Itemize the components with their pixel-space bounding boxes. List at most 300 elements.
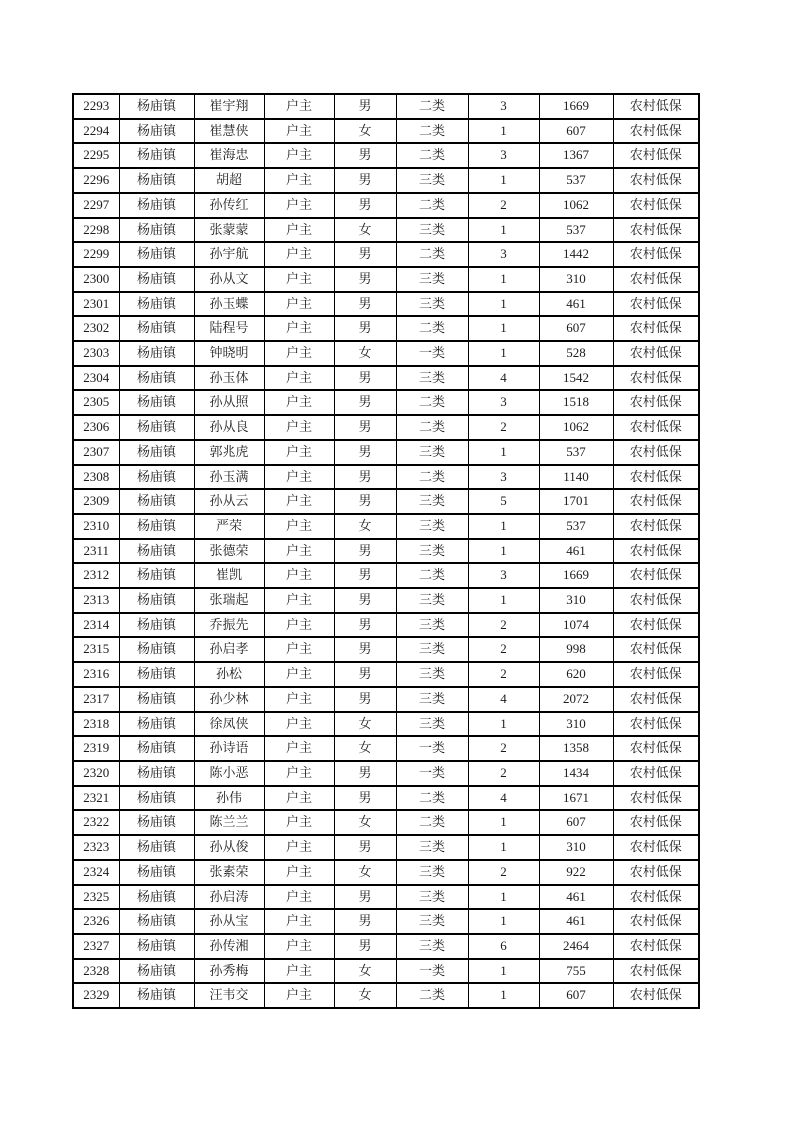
table-cell-amount: 1542 — [539, 366, 613, 391]
table-cell-benefit_type: 农村低保 — [613, 835, 699, 860]
table-cell-name: 陈小恶 — [194, 761, 264, 786]
table-cell-household_count: 1 — [468, 835, 539, 860]
table-cell-category: 三类 — [396, 218, 468, 243]
table-cell-category: 二类 — [396, 193, 468, 218]
table-cell-serial_number: 2329 — [73, 983, 119, 1008]
table-cell-category: 一类 — [396, 341, 468, 366]
table-cell-category: 二类 — [396, 983, 468, 1008]
table-cell-gender: 女 — [334, 860, 396, 885]
table-cell-serial_number: 2310 — [73, 514, 119, 539]
table-cell-household_count: 1 — [468, 588, 539, 613]
table-cell-relation_to_head: 户主 — [264, 119, 334, 144]
table-cell-relation_to_head: 户主 — [264, 94, 334, 119]
table-cell-category: 二类 — [396, 390, 468, 415]
table-cell-category: 二类 — [396, 786, 468, 811]
table-cell-category: 三类 — [396, 440, 468, 465]
table-cell-town: 杨庙镇 — [119, 588, 194, 613]
table-cell-town: 杨庙镇 — [119, 810, 194, 835]
table-cell-name: 钟晓明 — [194, 341, 264, 366]
table-cell-gender: 男 — [334, 563, 396, 588]
table-cell-gender: 男 — [334, 637, 396, 662]
table-cell-benefit_type: 农村低保 — [613, 489, 699, 514]
table-cell-amount: 461 — [539, 292, 613, 317]
table-cell-town: 杨庙镇 — [119, 193, 194, 218]
table-cell-relation_to_head: 户主 — [264, 143, 334, 168]
table-cell-gender: 男 — [334, 143, 396, 168]
table-cell-town: 杨庙镇 — [119, 366, 194, 391]
table-cell-category: 三类 — [396, 909, 468, 934]
table-cell-category: 三类 — [396, 539, 468, 564]
table-cell-name: 孙从文 — [194, 267, 264, 292]
table-cell-name: 孙宇航 — [194, 242, 264, 267]
table-cell-town: 杨庙镇 — [119, 316, 194, 341]
table-cell-relation_to_head: 户主 — [264, 761, 334, 786]
table-cell-gender: 女 — [334, 119, 396, 144]
table-cell-amount: 1367 — [539, 143, 613, 168]
table-cell-name: 张蒙蒙 — [194, 218, 264, 243]
table-cell-category: 二类 — [396, 119, 468, 144]
table-cell-name: 孙玉体 — [194, 366, 264, 391]
table-row — [73, 662, 699, 687]
table-cell-benefit_type: 农村低保 — [613, 736, 699, 761]
table-cell-gender: 男 — [334, 242, 396, 267]
table-cell-name: 乔振先 — [194, 613, 264, 638]
table-cell-benefit_type: 农村低保 — [613, 983, 699, 1008]
table-row — [73, 712, 699, 737]
table-cell-household_count: 2 — [468, 613, 539, 638]
table-cell-amount: 537 — [539, 440, 613, 465]
table-cell-serial_number: 2299 — [73, 242, 119, 267]
table-cell-category: 三类 — [396, 588, 468, 613]
table-cell-gender: 女 — [334, 712, 396, 737]
table-cell-gender: 男 — [334, 909, 396, 934]
table-cell-household_count: 1 — [468, 885, 539, 910]
table-row — [73, 292, 699, 317]
table-cell-benefit_type: 农村低保 — [613, 761, 699, 786]
table-row — [73, 415, 699, 440]
table-cell-relation_to_head: 户主 — [264, 885, 334, 910]
table-cell-gender: 女 — [334, 983, 396, 1008]
table-cell-town: 杨庙镇 — [119, 242, 194, 267]
table-cell-benefit_type: 农村低保 — [613, 712, 699, 737]
table-cell-gender: 男 — [334, 761, 396, 786]
table-cell-town: 杨庙镇 — [119, 267, 194, 292]
table-cell-serial_number: 2312 — [73, 563, 119, 588]
table-cell-category: 二类 — [396, 143, 468, 168]
table-cell-gender: 男 — [334, 835, 396, 860]
table-cell-town: 杨庙镇 — [119, 983, 194, 1008]
table-cell-benefit_type: 农村低保 — [613, 415, 699, 440]
table-row — [73, 786, 699, 811]
table-cell-gender: 男 — [334, 415, 396, 440]
table-cell-serial_number: 2298 — [73, 218, 119, 243]
table-cell-benefit_type: 农村低保 — [613, 934, 699, 959]
table-cell-name: 孙少林 — [194, 687, 264, 712]
table-row — [73, 242, 699, 267]
table-cell-amount: 461 — [539, 909, 613, 934]
table-row — [73, 316, 699, 341]
table-cell-household_count: 2 — [468, 415, 539, 440]
table-cell-relation_to_head: 户主 — [264, 366, 334, 391]
table-row — [73, 687, 699, 712]
table-cell-name: 孙传红 — [194, 193, 264, 218]
table-cell-name: 孙启涛 — [194, 885, 264, 910]
table-cell-benefit_type: 农村低保 — [613, 465, 699, 490]
table-cell-category: 三类 — [396, 712, 468, 737]
table-cell-benefit_type: 农村低保 — [613, 316, 699, 341]
table-cell-serial_number: 2308 — [73, 465, 119, 490]
table-cell-benefit_type: 农村低保 — [613, 341, 699, 366]
table-cell-household_count: 4 — [468, 366, 539, 391]
table-cell-household_count: 1 — [468, 218, 539, 243]
table-row — [73, 143, 699, 168]
table-cell-town: 杨庙镇 — [119, 662, 194, 687]
table-cell-amount: 1669 — [539, 94, 613, 119]
table-cell-town: 杨庙镇 — [119, 959, 194, 984]
table-cell-category: 三类 — [396, 514, 468, 539]
table-cell-serial_number: 2307 — [73, 440, 119, 465]
table-row — [73, 168, 699, 193]
table-cell-category: 三类 — [396, 860, 468, 885]
table-cell-town: 杨庙镇 — [119, 885, 194, 910]
table-cell-gender: 男 — [334, 539, 396, 564]
table-cell-town: 杨庙镇 — [119, 168, 194, 193]
table-cell-category: 三类 — [396, 489, 468, 514]
table-cell-relation_to_head: 户主 — [264, 465, 334, 490]
table-cell-benefit_type: 农村低保 — [613, 193, 699, 218]
table-cell-category: 三类 — [396, 613, 468, 638]
table-cell-category: 三类 — [396, 835, 468, 860]
table-cell-serial_number: 2300 — [73, 267, 119, 292]
table-cell-amount: 461 — [539, 539, 613, 564]
table-cell-relation_to_head: 户主 — [264, 637, 334, 662]
table-row — [73, 563, 699, 588]
table-cell-amount: 607 — [539, 119, 613, 144]
table-cell-town: 杨庙镇 — [119, 786, 194, 811]
table-cell-serial_number: 2304 — [73, 366, 119, 391]
table-cell-relation_to_head: 户主 — [264, 440, 334, 465]
table-cell-serial_number: 2322 — [73, 810, 119, 835]
table-cell-relation_to_head: 户主 — [264, 835, 334, 860]
table-cell-town: 杨庙镇 — [119, 390, 194, 415]
table-cell-name: 孙秀梅 — [194, 959, 264, 984]
table-cell-town: 杨庙镇 — [119, 860, 194, 885]
table-cell-name: 孙诗语 — [194, 736, 264, 761]
table-cell-town: 杨庙镇 — [119, 218, 194, 243]
table-cell-benefit_type: 农村低保 — [613, 292, 699, 317]
table-cell-town: 杨庙镇 — [119, 440, 194, 465]
table-cell-relation_to_head: 户主 — [264, 218, 334, 243]
table-cell-gender: 女 — [334, 736, 396, 761]
table-cell-category: 一类 — [396, 736, 468, 761]
table-cell-household_count: 1 — [468, 983, 539, 1008]
table-cell-relation_to_head: 户主 — [264, 193, 334, 218]
table-cell-amount: 537 — [539, 168, 613, 193]
table-cell-name: 崔慧侠 — [194, 119, 264, 144]
table-row — [73, 983, 699, 1008]
table-cell-amount: 1434 — [539, 761, 613, 786]
table-cell-household_count: 1 — [468, 712, 539, 737]
table-cell-town: 杨庙镇 — [119, 465, 194, 490]
table-cell-benefit_type: 农村低保 — [613, 119, 699, 144]
table-cell-household_count: 5 — [468, 489, 539, 514]
table-cell-benefit_type: 农村低保 — [613, 539, 699, 564]
table-cell-amount: 461 — [539, 885, 613, 910]
table-cell-household_count: 2 — [468, 662, 539, 687]
table-cell-gender: 女 — [334, 810, 396, 835]
table-cell-household_count: 2 — [468, 637, 539, 662]
table-cell-household_count: 6 — [468, 934, 539, 959]
table-cell-household_count: 2 — [468, 736, 539, 761]
table-row — [73, 465, 699, 490]
table-cell-amount: 1140 — [539, 465, 613, 490]
table-cell-serial_number: 2303 — [73, 341, 119, 366]
table-cell-amount: 537 — [539, 218, 613, 243]
table-cell-amount: 607 — [539, 983, 613, 1008]
table-cell-town: 杨庙镇 — [119, 563, 194, 588]
table-cell-category: 三类 — [396, 662, 468, 687]
table-cell-name: 孙从宝 — [194, 909, 264, 934]
table-cell-benefit_type: 农村低保 — [613, 563, 699, 588]
table-row — [73, 860, 699, 885]
table-cell-serial_number: 2293 — [73, 94, 119, 119]
table-cell-town: 杨庙镇 — [119, 736, 194, 761]
table-cell-household_count: 3 — [468, 143, 539, 168]
table-cell-category: 二类 — [396, 316, 468, 341]
table-row — [73, 193, 699, 218]
table-cell-benefit_type: 农村低保 — [613, 613, 699, 638]
table-cell-relation_to_head: 户主 — [264, 539, 334, 564]
table-cell-gender: 男 — [334, 267, 396, 292]
table-cell-category: 二类 — [396, 810, 468, 835]
table-cell-serial_number: 2319 — [73, 736, 119, 761]
table-cell-serial_number: 2326 — [73, 909, 119, 934]
table-row — [73, 341, 699, 366]
table-cell-household_count: 1 — [468, 959, 539, 984]
table-cell-serial_number: 2321 — [73, 786, 119, 811]
table-cell-town: 杨庙镇 — [119, 637, 194, 662]
table-cell-benefit_type: 农村低保 — [613, 662, 699, 687]
table-cell-amount: 922 — [539, 860, 613, 885]
table-cell-category: 三类 — [396, 885, 468, 910]
table-cell-serial_number: 2294 — [73, 119, 119, 144]
table-cell-benefit_type: 农村低保 — [613, 390, 699, 415]
table-cell-serial_number: 2320 — [73, 761, 119, 786]
table-cell-household_count: 1 — [468, 341, 539, 366]
table-cell-gender: 男 — [334, 687, 396, 712]
table-cell-serial_number: 2297 — [73, 193, 119, 218]
table-row — [73, 489, 699, 514]
table-cell-benefit_type: 农村低保 — [613, 959, 699, 984]
table-cell-category: 三类 — [396, 687, 468, 712]
table-cell-name: 崔宇翔 — [194, 94, 264, 119]
table-cell-town: 杨庙镇 — [119, 761, 194, 786]
table-cell-household_count: 3 — [468, 390, 539, 415]
table-cell-relation_to_head: 户主 — [264, 613, 334, 638]
table-cell-relation_to_head: 户主 — [264, 242, 334, 267]
table-cell-serial_number: 2305 — [73, 390, 119, 415]
table-cell-town: 杨庙镇 — [119, 613, 194, 638]
table-cell-amount: 310 — [539, 835, 613, 860]
table-cell-serial_number: 2324 — [73, 860, 119, 885]
table-cell-relation_to_head: 户主 — [264, 934, 334, 959]
table-cell-amount: 1074 — [539, 613, 613, 638]
table-row — [73, 514, 699, 539]
table-cell-household_count: 1 — [468, 168, 539, 193]
table-cell-amount: 310 — [539, 267, 613, 292]
table-cell-serial_number: 2306 — [73, 415, 119, 440]
table-cell-benefit_type: 农村低保 — [613, 909, 699, 934]
table-cell-category: 三类 — [396, 366, 468, 391]
table-cell-town: 杨庙镇 — [119, 119, 194, 144]
table-row — [73, 810, 699, 835]
table-cell-benefit_type: 农村低保 — [613, 885, 699, 910]
table-cell-amount: 537 — [539, 514, 613, 539]
table-cell-name: 张德荣 — [194, 539, 264, 564]
table-cell-serial_number: 2323 — [73, 835, 119, 860]
table-cell-gender: 女 — [334, 341, 396, 366]
table-cell-gender: 男 — [334, 489, 396, 514]
table-cell-serial_number: 2301 — [73, 292, 119, 317]
table-cell-benefit_type: 农村低保 — [613, 168, 699, 193]
table-row — [73, 267, 699, 292]
table-cell-name: 崔凯 — [194, 563, 264, 588]
table-cell-amount: 607 — [539, 316, 613, 341]
table-row — [73, 736, 699, 761]
table-cell-category: 二类 — [396, 415, 468, 440]
table-cell-name: 张素荣 — [194, 860, 264, 885]
table-cell-amount: 620 — [539, 662, 613, 687]
table-cell-category: 三类 — [396, 934, 468, 959]
table-cell-household_count: 1 — [468, 539, 539, 564]
table-cell-town: 杨庙镇 — [119, 909, 194, 934]
table-cell-household_count: 4 — [468, 687, 539, 712]
table-cell-relation_to_head: 户主 — [264, 514, 334, 539]
table-cell-name: 孙从照 — [194, 390, 264, 415]
table-cell-relation_to_head: 户主 — [264, 736, 334, 761]
table-cell-name: 陈兰兰 — [194, 810, 264, 835]
table-cell-town: 杨庙镇 — [119, 341, 194, 366]
table-cell-town: 杨庙镇 — [119, 143, 194, 168]
table-cell-gender: 男 — [334, 465, 396, 490]
table-cell-town: 杨庙镇 — [119, 489, 194, 514]
table-cell-relation_to_head: 户主 — [264, 292, 334, 317]
table-cell-household_count: 1 — [468, 810, 539, 835]
table-cell-amount: 755 — [539, 959, 613, 984]
table-row — [73, 366, 699, 391]
table-cell-benefit_type: 农村低保 — [613, 366, 699, 391]
table-cell-name: 陆程号 — [194, 316, 264, 341]
table-cell-name: 孙从俊 — [194, 835, 264, 860]
table-cell-amount: 607 — [539, 810, 613, 835]
table-cell-name: 郭兆虎 — [194, 440, 264, 465]
table-row — [73, 761, 699, 786]
table-cell-relation_to_head: 户主 — [264, 267, 334, 292]
table-cell-household_count: 2 — [468, 860, 539, 885]
table-cell-household_count: 1 — [468, 909, 539, 934]
table-cell-serial_number: 2311 — [73, 539, 119, 564]
table-row — [73, 440, 699, 465]
table-cell-amount: 1442 — [539, 242, 613, 267]
table-cell-amount: 1358 — [539, 736, 613, 761]
table-cell-gender: 男 — [334, 168, 396, 193]
table-cell-name: 孙从良 — [194, 415, 264, 440]
welfare-roster-table-body — [73, 94, 699, 1008]
table-cell-town: 杨庙镇 — [119, 415, 194, 440]
table-cell-name: 汪韦交 — [194, 983, 264, 1008]
table-row — [73, 588, 699, 613]
table-cell-household_count: 1 — [468, 119, 539, 144]
table-cell-category: 二类 — [396, 94, 468, 119]
table-cell-serial_number: 2296 — [73, 168, 119, 193]
table-cell-gender: 女 — [334, 218, 396, 243]
table-cell-name: 孙从云 — [194, 489, 264, 514]
table-cell-gender: 男 — [334, 193, 396, 218]
table-cell-serial_number: 2314 — [73, 613, 119, 638]
table-cell-town: 杨庙镇 — [119, 934, 194, 959]
table-cell-name: 严荣 — [194, 514, 264, 539]
table-cell-amount: 2464 — [539, 934, 613, 959]
table-cell-relation_to_head: 户主 — [264, 168, 334, 193]
table-cell-amount: 998 — [539, 637, 613, 662]
table-cell-benefit_type: 农村低保 — [613, 94, 699, 119]
table-cell-amount: 1062 — [539, 193, 613, 218]
table-cell-name: 孙启孝 — [194, 637, 264, 662]
table-cell-gender: 男 — [334, 94, 396, 119]
table-cell-benefit_type: 农村低保 — [613, 440, 699, 465]
table-cell-relation_to_head: 户主 — [264, 415, 334, 440]
table-cell-relation_to_head: 户主 — [264, 909, 334, 934]
table-cell-amount: 1671 — [539, 786, 613, 811]
table-cell-household_count: 1 — [468, 316, 539, 341]
table-cell-serial_number: 2315 — [73, 637, 119, 662]
table-cell-town: 杨庙镇 — [119, 712, 194, 737]
table-cell-household_count: 3 — [468, 242, 539, 267]
table-cell-relation_to_head: 户主 — [264, 588, 334, 613]
table-cell-name: 孙传湘 — [194, 934, 264, 959]
table-cell-benefit_type: 农村低保 — [613, 786, 699, 811]
table-cell-amount: 528 — [539, 341, 613, 366]
table-row — [73, 390, 699, 415]
table-cell-category: 三类 — [396, 267, 468, 292]
table-cell-name: 胡超 — [194, 168, 264, 193]
table-cell-serial_number: 2325 — [73, 885, 119, 910]
table-cell-name: 张瑞起 — [194, 588, 264, 613]
table-cell-gender: 男 — [334, 292, 396, 317]
table-row — [73, 835, 699, 860]
table-cell-relation_to_head: 户主 — [264, 810, 334, 835]
table-cell-relation_to_head: 户主 — [264, 341, 334, 366]
table-cell-gender: 女 — [334, 514, 396, 539]
table-cell-amount: 1062 — [539, 415, 613, 440]
table-cell-name: 孙伟 — [194, 786, 264, 811]
table-cell-benefit_type: 农村低保 — [613, 143, 699, 168]
table-row — [73, 613, 699, 638]
table-cell-household_count: 2 — [468, 761, 539, 786]
table-cell-category: 三类 — [396, 637, 468, 662]
table-row — [73, 885, 699, 910]
table-cell-benefit_type: 农村低保 — [613, 588, 699, 613]
table-cell-relation_to_head: 户主 — [264, 489, 334, 514]
table-cell-amount: 1669 — [539, 563, 613, 588]
table-cell-household_count: 3 — [468, 94, 539, 119]
table-cell-town: 杨庙镇 — [119, 835, 194, 860]
table-cell-relation_to_head: 户主 — [264, 687, 334, 712]
table-cell-town: 杨庙镇 — [119, 94, 194, 119]
table-cell-benefit_type: 农村低保 — [613, 218, 699, 243]
table-cell-category: 一类 — [396, 959, 468, 984]
table-cell-name: 孙松 — [194, 662, 264, 687]
